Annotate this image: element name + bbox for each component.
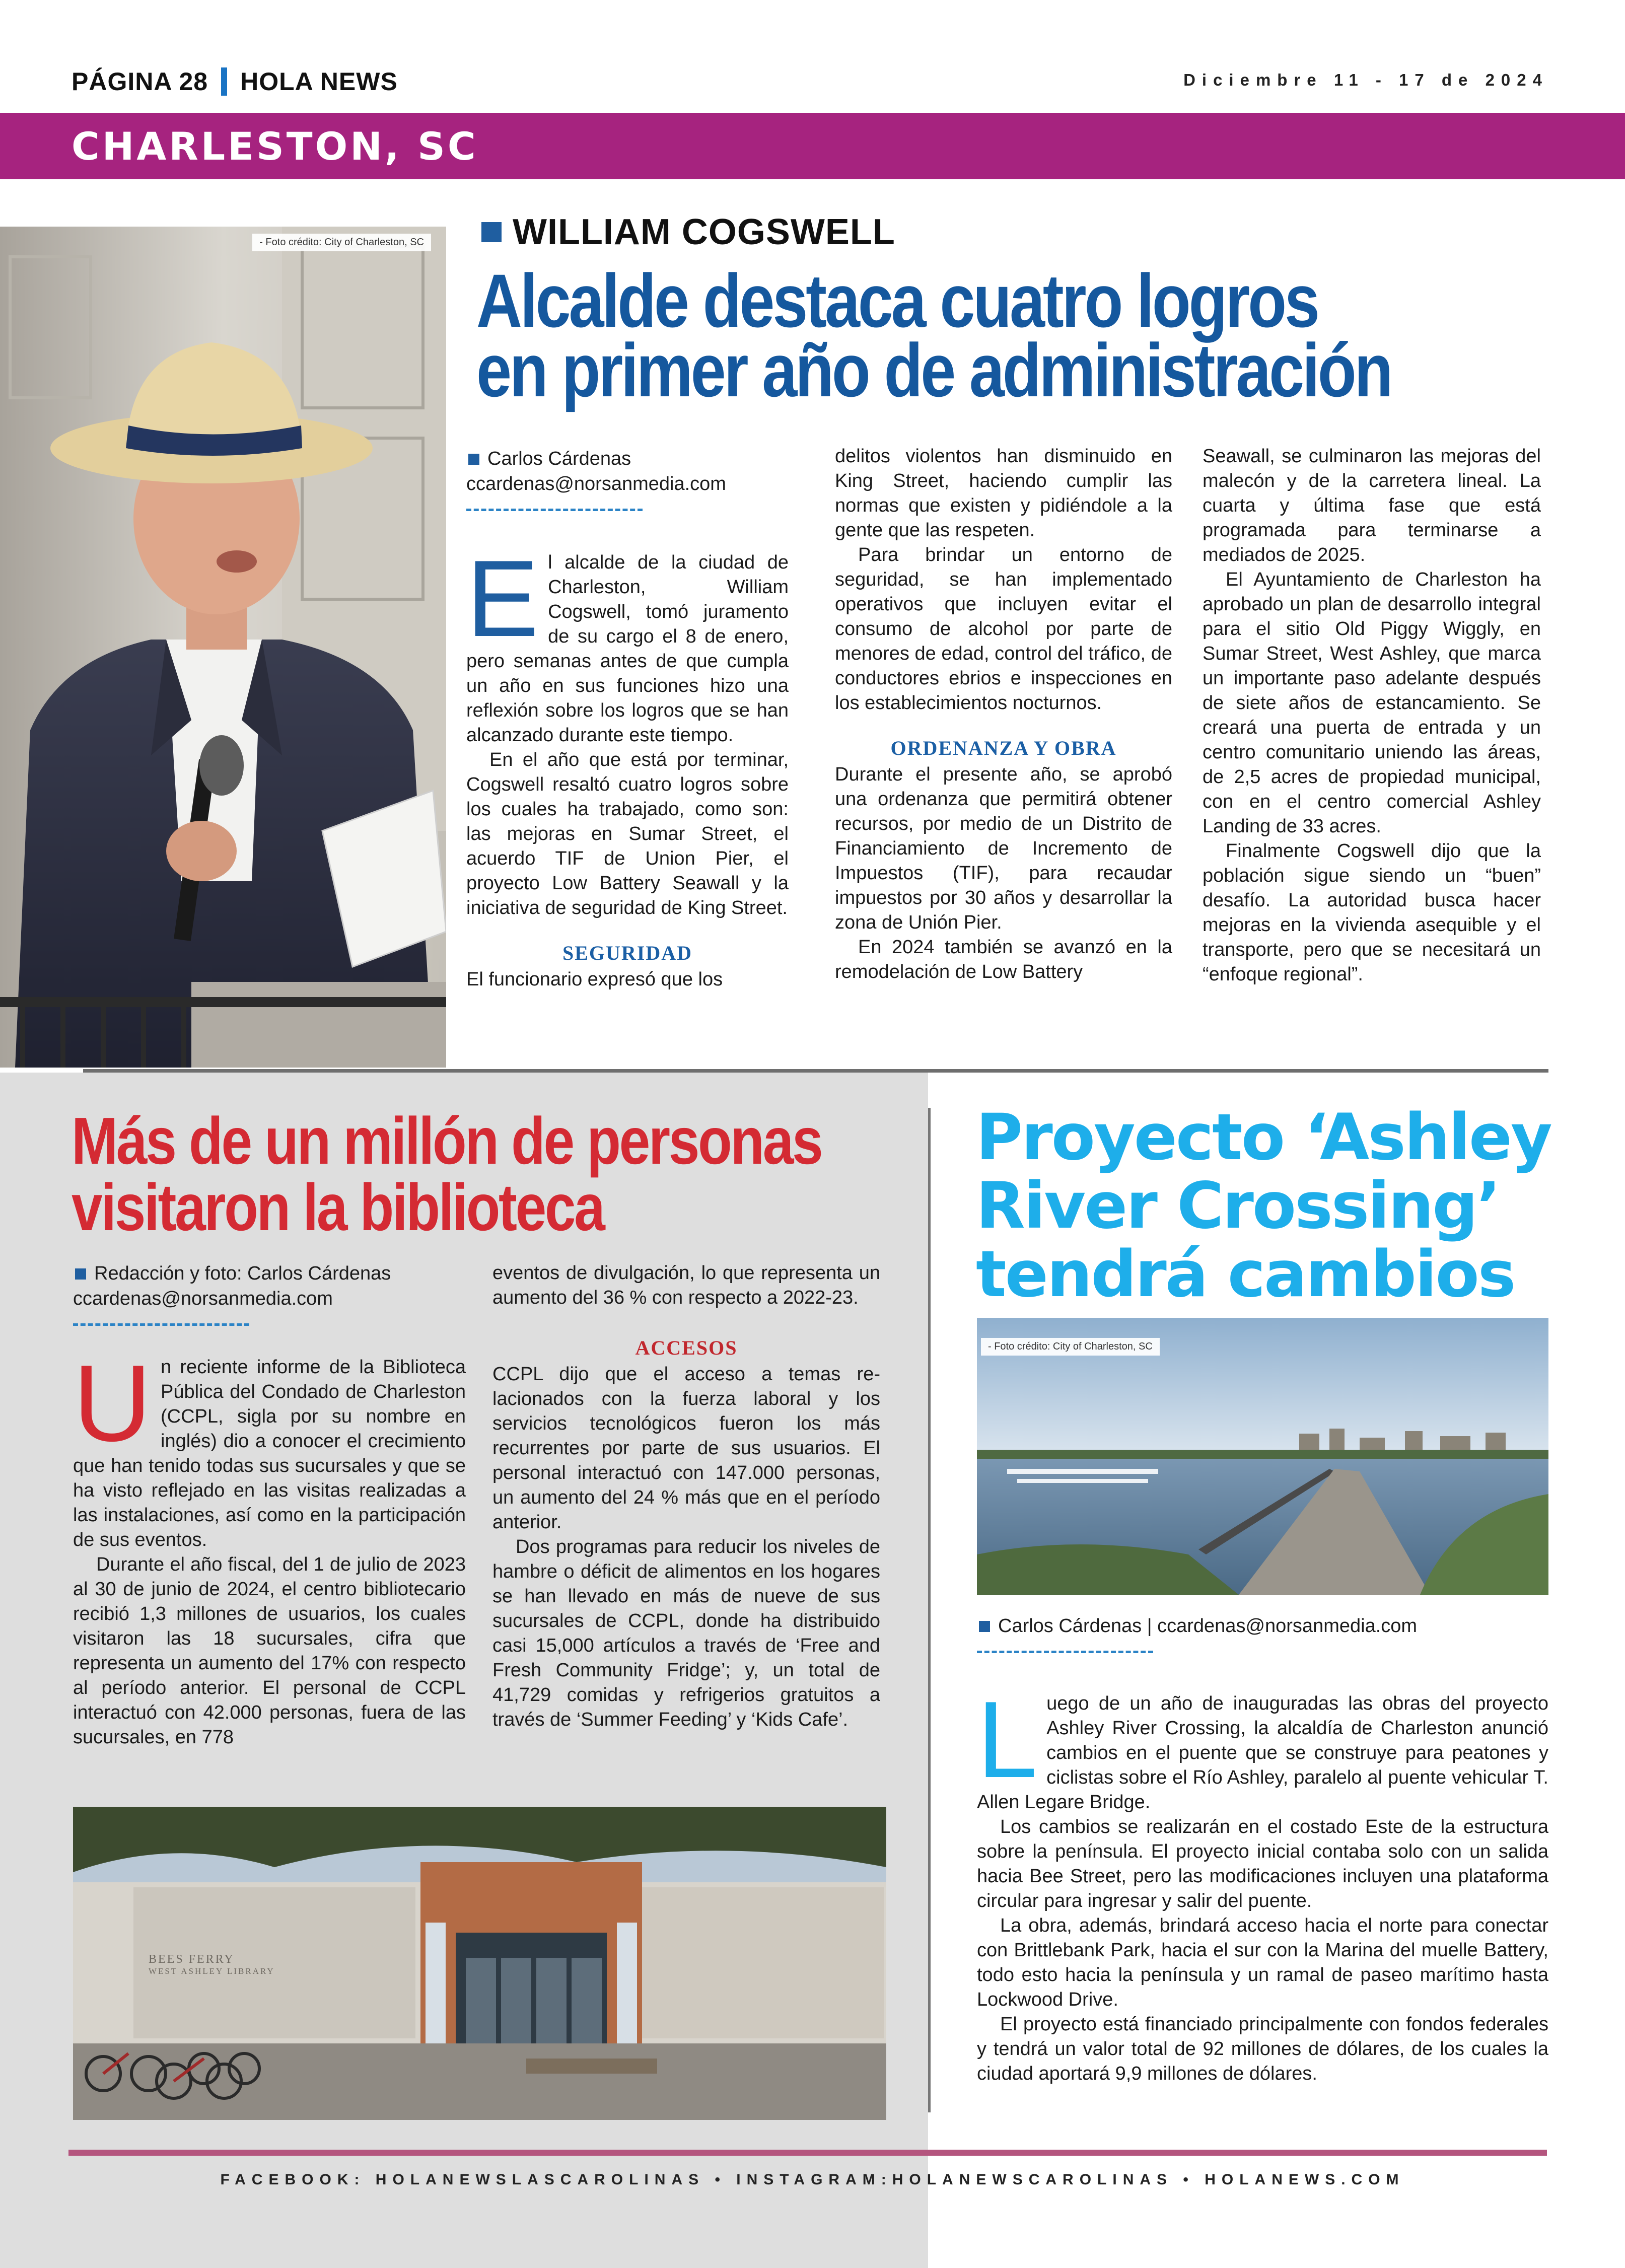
publication-name: HOLA NEWS: [240, 67, 398, 96]
drop-cap: U: [73, 1342, 152, 1464]
headline-line: tendrá cambios: [976, 1237, 1515, 1311]
photo-credit: - Foto crédito: City of Charleston, SC: [252, 234, 431, 251]
author-name: Carlos Cárdenas: [487, 448, 631, 469]
library-sign-line: BEES FERRY: [149, 1953, 235, 1966]
article2-headline: [72, 1104, 822, 1244]
byline-square-icon: [979, 1621, 990, 1632]
section-band: [0, 113, 1625, 179]
headline-line: en primer año de administración: [476, 328, 1391, 412]
paragraph: El funcionario expresó que los: [466, 969, 723, 990]
drop-cap: E: [466, 537, 539, 659]
article1-headline: [476, 258, 1420, 412]
headline-line: River Crossing’: [976, 1168, 1500, 1243]
vertical-divider: [928, 1108, 931, 2112]
article-kicker: [481, 211, 895, 253]
byline-square-icon: [468, 454, 479, 465]
paragraph: CCPL dijo que el acceso a temas relacionados con la fuerza laboral y los servicios tecnológicos fueron los más recurrentes por parte de sus usuarios. El personal interactuó con 147.000 personas, un aumento del 24 % más que en el período anterior.: [492, 1364, 880, 1533]
paragraph: Seawall, se culminaron las mejoras del malecón y de la carretera lineal. La cuarta y última fase que está programada para terminarse a mediados de 2025.: [1203, 446, 1541, 565]
article3-column: [977, 1613, 1548, 2086]
paragraph: delitos violentos han disminuido en King Street, haciendo cumplir las normas que existen y pidiéndole a la gente que las respeten.: [835, 446, 1172, 541]
paragraph: En el año que está por terminar, Cogswell resaltó cuatro logros sobre los cuales ha trabajado, como son: las mejoras en Sumar Street, el acuerdo TIF de Union Pier, el proyecto Low Battery Seawall y la iniciativa de seguridad de King Street.: [466, 749, 789, 918]
paragraph: Durante el año fiscal, del 1 de julio de 2023 al 30 de junio de 2024, el centro bibliotecario recibió 1,3 millones de usuarios, los cuales visitaron las 18 sucursales, cifra que representa un aumento del 17% con respecto al período anterior. El personal de CCPL interactuó con 42.000 personas, fuera de las sucursales, en 778: [73, 1554, 466, 1748]
article1-column-2: [835, 444, 1172, 984]
article1-column-1: [466, 446, 789, 992]
page-header: [72, 67, 398, 96]
paragraph: Dos programas para reducir los niveles de hambre o déficit de alimentos en los hogares se han llevado en más de nueve de sus sucursales de CCPL, donde ha distribuido casi 15,000 artículos a través de ‘Free and Fresh Community Fridge’; y, un total de 41,729 comidas y refrigerios gratuitos a través de ‘Summer Feeding’ y ‘Kids Cafe’.: [492, 1536, 880, 1730]
paragraph: Un reciente informe de la Biblioteca Pública del Condado de Charleston (CCPL, sigla por su nombre en inglés) dio a conocer el crecimiento que han tenido todas sus sucursales y que se ha visto reflejado en las visitas realizadas a las instalaciones, así como en la participación de sus eventos.: [73, 1342, 466, 1550]
article1-column-3: [1203, 444, 1541, 987]
footer-social-links: FACEBOOK: HOLANEWSLASCAROLINAS • INSTAGRAM:HOLANEWSCAROLINAS • HOLANEWS.COM: [220, 2171, 1405, 2188]
byline: [466, 446, 789, 497]
paragraph: El proyecto está financiado principalmente con fondos federales y tendrá un valor total de 92 millones de dólares, de los cuales la ciudad aportará 9,9 millones de dólares.: [977, 2014, 1548, 2084]
paragraph: El alcalde de la ciudad de Charleston, William Cogswell, tomó juramento de su cargo el 8 de enero, pero semanas antes de que cumpla un año en sus funciones hizo una reflexión sobre los logros que se han alcanzado durante este tiempo.: [466, 537, 789, 746]
paragraph: En 2024 también se avanzó en la remodelación de Low Battery: [835, 937, 1172, 982]
subhead-ordenanza: ORDENANZA Y OBRA: [890, 737, 1117, 759]
headline-line: Proyecto ‘Ashley: [976, 1100, 1551, 1174]
article2-column-1: [73, 1261, 466, 1750]
section-title: CHARLESTON, SC: [72, 124, 478, 169]
mayor-photo: [0, 227, 446, 1068]
author-email: ccardenas@norsanmedia.com: [73, 1288, 333, 1309]
paragraph: Luego de un año de inauguradas las obras del proyecto Ashley River Crossing, la alcaldía de Charleston anunció cambios en el puente que se construye para peatones y ciclistas sobre el Río Ashley, paralelo al puente vehicular T. Allen Legare Bridge.: [977, 1678, 1548, 1813]
mayor-photo-illustration: [0, 227, 446, 1068]
paragraph: eventos de divulgación, lo que representa un aumento del 36 % con respecto a 2022-23.: [492, 1262, 880, 1308]
paragraph: Durante el presente año, se aprobó una ordenanza que permitirá obtener recursos, por medio de un Distrito de Financiamiento de Incremento de Impuestos (TIF), para recaudar impuestos por 30 años y desarrollar la zona de Unión Pier.: [835, 764, 1172, 933]
byline: [73, 1261, 466, 1311]
byline-divider: [466, 509, 643, 511]
issue-date: Diciembre 11 - 17 de 2024: [1183, 70, 1548, 89]
headline-line: visitaron la biblioteca: [72, 1170, 604, 1244]
header-divider: [221, 67, 227, 96]
paragraph: El Ayuntamiento de Charleston ha aprobado un plan de desarrollo integral para el sitio Old Piggy Wiggly, en Sumar Street, West Ashley, que marca un importante paso adelante después de siete años de estancamiento. Se creará una puerta de entrada y un centro comunitario uniendo las áreas, de 2,5 acres de propiedad municipal, con en el centro comercial Ashley Landing de 33 acres.: [1203, 569, 1541, 837]
footer-rule: [68, 2150, 1547, 2156]
paragraph: Finalmente Cogswell dijo que la población sigue siendo un “buen” desafío. La autoridad busca hacer mejoras en la vivienda asequible y el transporte, pero que se necesitará un “enfoque regional”.: [1203, 840, 1541, 985]
byline-divider: [977, 1651, 1153, 1653]
library-sign-line: WEST ASHLEY LIBRARY: [149, 1966, 275, 1976]
paragraph: Los cambios se realizarán en el costado Este de la estructura sobre la península. El proyecto inicial contaba solo con un salida hacia Bee Street, pero las modificaciones incluyen una plataforma circular para ingresar y salir del puente.: [977, 1816, 1548, 1911]
photo-credit: - Foto crédito: City of Charleston, SC: [981, 1338, 1160, 1356]
page-number: PÁGINA 28: [72, 67, 208, 96]
paragraph: La obra, además, brindará acceso hacia el norte para conectar con Brittlebank Park, hacia el sur con la Marina del muelle Battery, todo esto hacia la península y un ramal de paseo marítimo hasta Lockwood Drive.: [977, 1915, 1548, 2010]
article3-headline: [976, 1100, 1551, 1311]
library-photo: [73, 1807, 886, 2120]
kicker-text: WILLIAM COGSWELL: [513, 212, 895, 252]
byline: [977, 1613, 1548, 1639]
byline-divider: [73, 1323, 249, 1326]
river-photo-illustration: [977, 1318, 1548, 1595]
headline-line: Más de un millón de personas: [72, 1104, 822, 1178]
horizontal-divider: [83, 1069, 1548, 1073]
library-sign: [149, 1953, 275, 1976]
kicker-square-icon: [481, 222, 502, 242]
paragraph: Para brindar un entorno de seguridad, se han implementado operativos que incluyen evitar el consumo de alcohol por parte de menores de edad, control del tráfico, de conductores ebrios e inspecciones en los establecimientos nocturnos.: [835, 544, 1172, 714]
author-email: ccardenas@norsanmedia.com: [466, 473, 726, 494]
subhead-seguridad: SEGURIDAD: [562, 942, 693, 964]
byline-text: Carlos Cárdenas | ccardenas@norsanmedia.com: [998, 1615, 1418, 1637]
subhead-accesos: ACCESOS: [635, 1336, 738, 1359]
headline-line: Alcalde destaca cuatro logros: [476, 258, 1318, 343]
drop-cap: L: [977, 1678, 1038, 1800]
river-photo: [977, 1318, 1548, 1595]
author-name: Redacción y foto: Carlos Cárdenas: [94, 1263, 391, 1284]
article2-column-2: [492, 1261, 880, 1732]
byline-square-icon: [75, 1268, 86, 1280]
